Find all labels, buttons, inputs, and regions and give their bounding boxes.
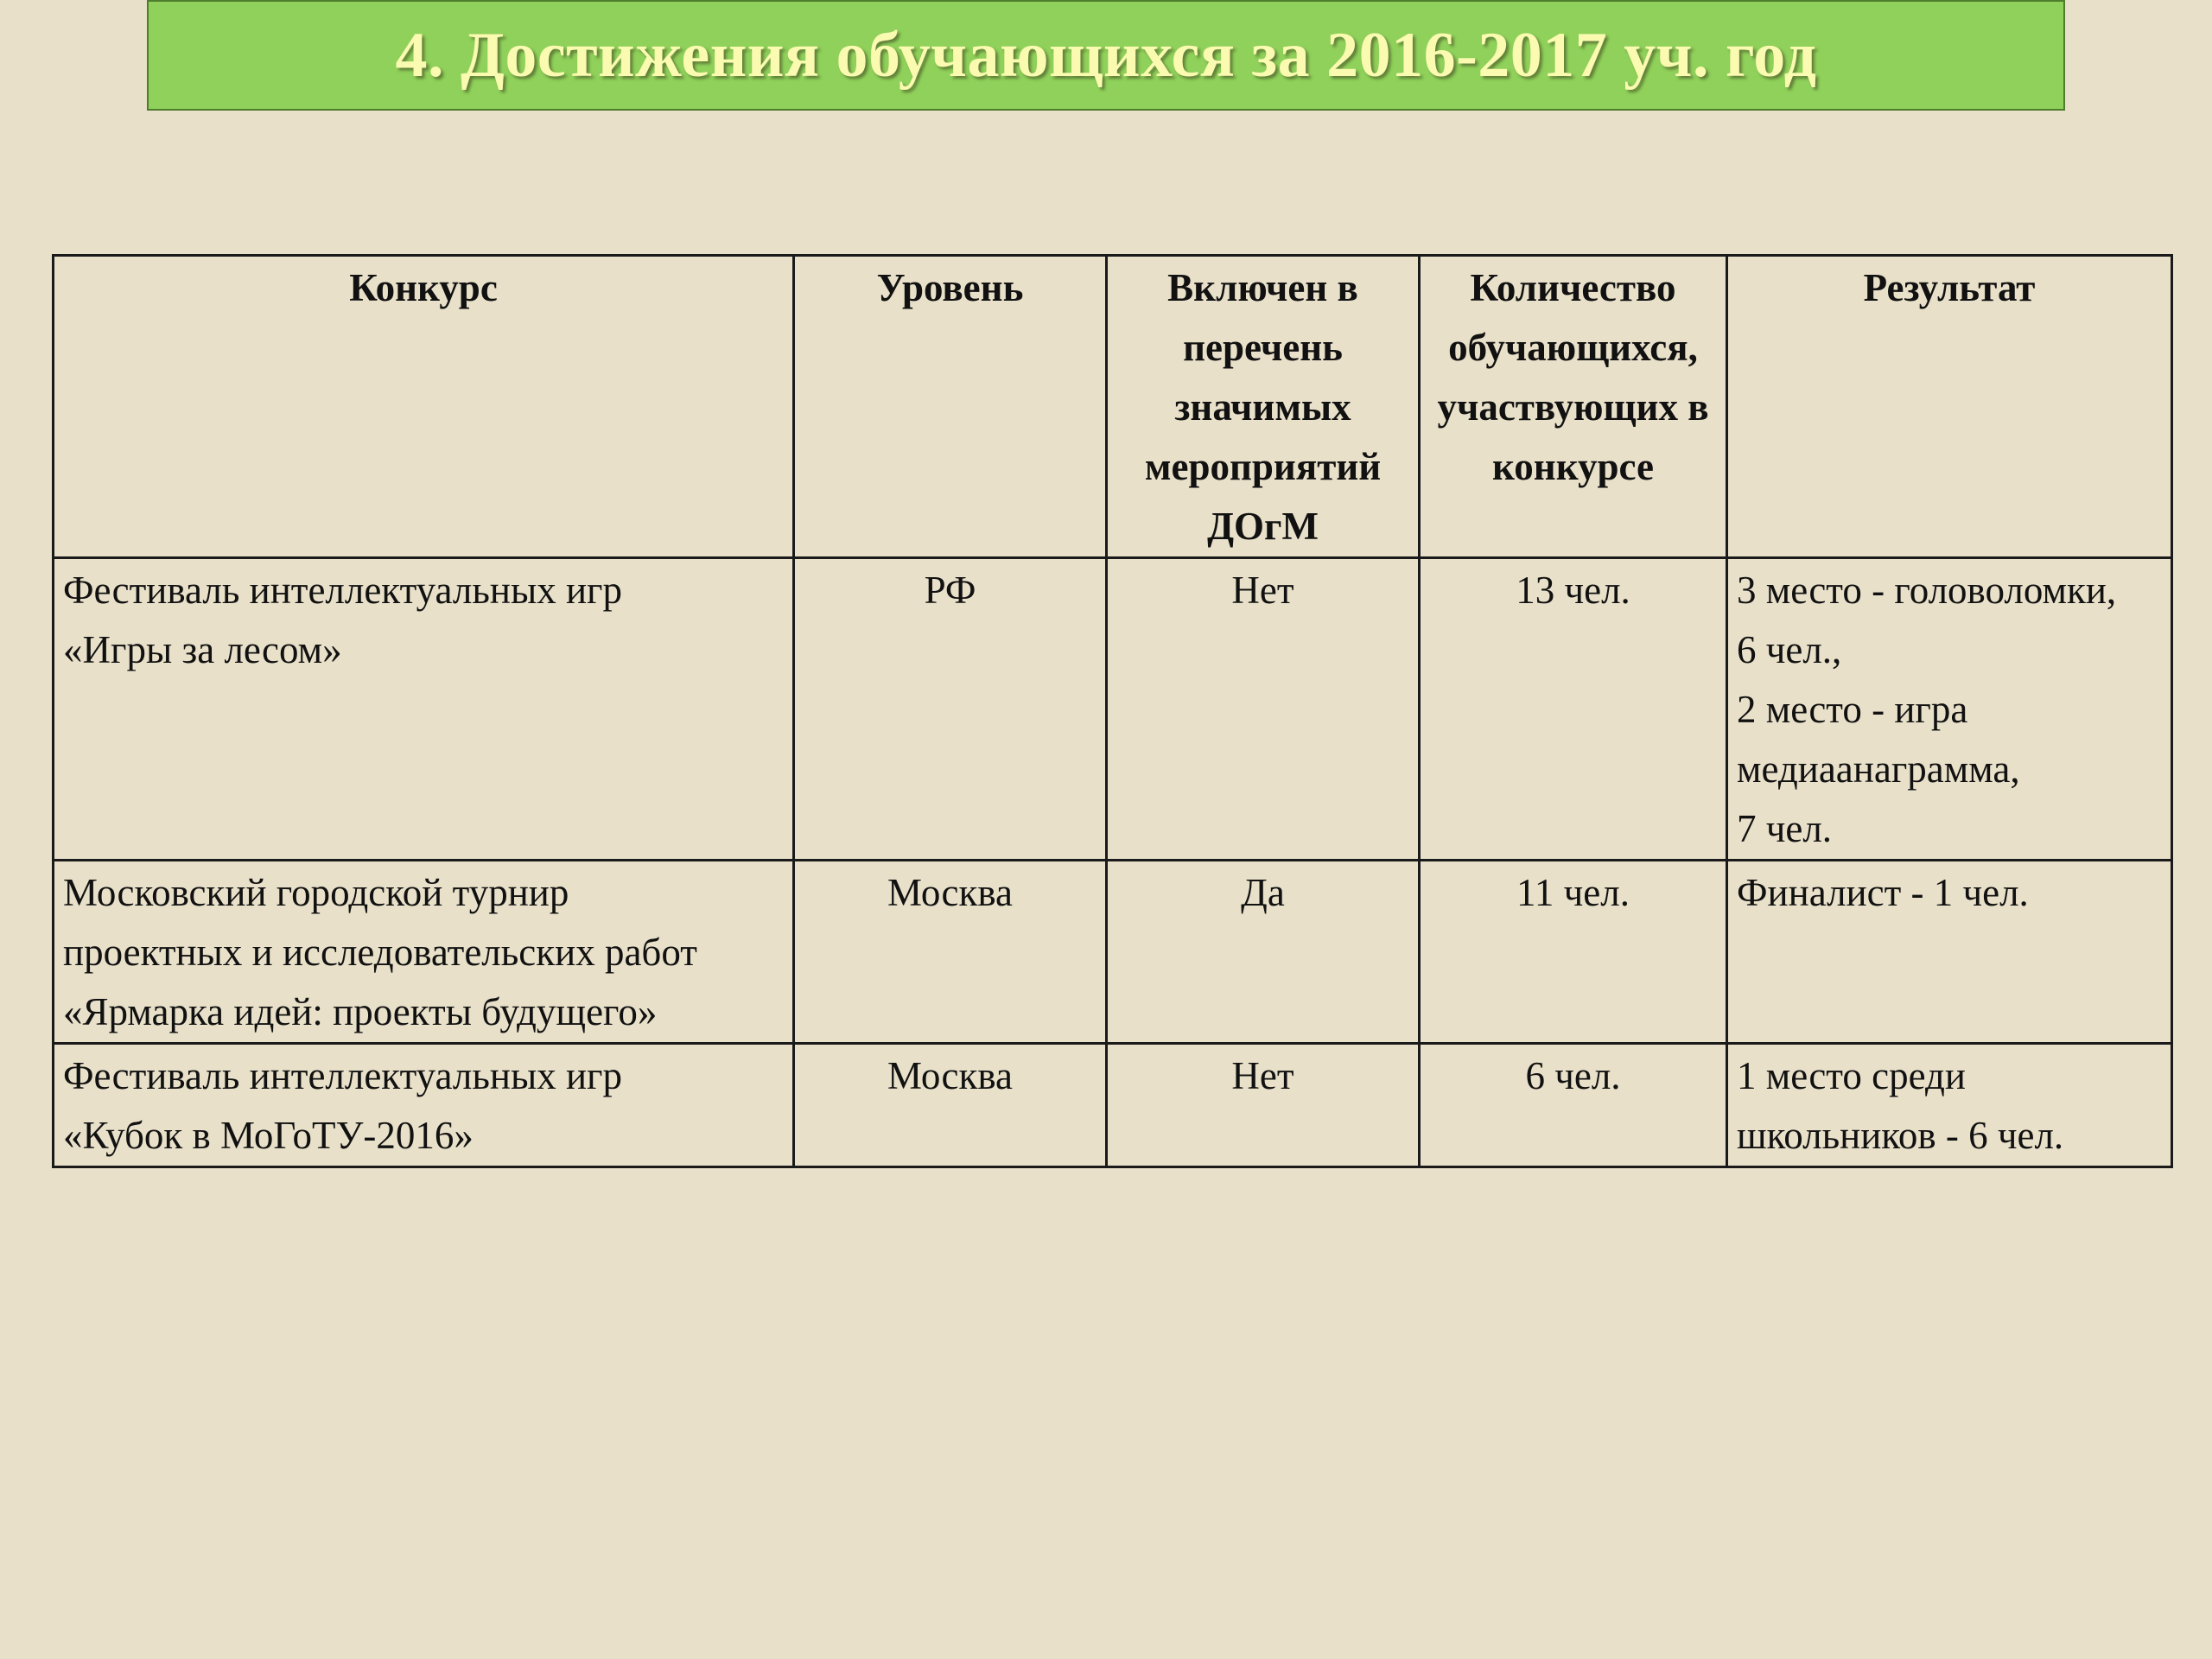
- cell-contest: [54, 1044, 794, 1167]
- header-level: Уровень: [794, 256, 1107, 558]
- cell-text: 1 место среди: [1737, 1054, 1966, 1097]
- table-row: [54, 861, 2172, 1044]
- cell-included: Нет: [1107, 558, 1420, 861]
- cell-included: Нет: [1107, 1044, 1420, 1167]
- achievements-table: [52, 254, 2173, 1168]
- cell-count: 13 чел.: [1420, 558, 1727, 861]
- cell-text: 2 место - игра: [1737, 688, 1968, 731]
- header-included: Включен в перечень значимых мероприятий ДОгМ: [1107, 256, 1420, 558]
- cell-contest: [54, 861, 794, 1044]
- cell-count: 6 чел.: [1420, 1044, 1727, 1167]
- cell-level: Москва: [794, 1044, 1107, 1167]
- cell-text: «Игры за лесом»: [63, 628, 342, 671]
- cell-result: [1727, 1044, 2172, 1167]
- cell-result: [1727, 558, 2172, 861]
- cell-result: [1727, 861, 2172, 1044]
- cell-text: медиаанаграмма,: [1737, 747, 2020, 791]
- cell-text: Финалист - 1 чел.: [1737, 871, 2029, 914]
- cell-level: Москва: [794, 861, 1107, 1044]
- cell-text: «Кубок в МоГоТУ-2016»: [63, 1114, 474, 1157]
- cell-text: проектных и исследовательских работ: [63, 931, 697, 974]
- title-banner: [147, 0, 2065, 111]
- cell-text: Московский городской турнир: [63, 871, 569, 914]
- cell-text: «Ярмарка идей: проекты будущего»: [63, 990, 658, 1033]
- cell-text: 3 место - головоломки,: [1737, 569, 2117, 612]
- cell-text: 7 чел.: [1737, 807, 1833, 850]
- cell-level: РФ: [794, 558, 1107, 861]
- table-header-row: [54, 256, 2172, 558]
- table-row: [54, 1044, 2172, 1167]
- cell-count: 11 чел.: [1420, 861, 1727, 1044]
- cell-included: Да: [1107, 861, 1420, 1044]
- cell-text: Фестиваль интеллектуальных игр: [63, 569, 623, 612]
- cell-text: школьников - 6 чел.: [1737, 1114, 2064, 1157]
- cell-text: Фестиваль интеллектуальных игр: [63, 1054, 623, 1097]
- cell-contest: [54, 558, 794, 861]
- header-count: Количество обучающихся, участвующих в конкурсе: [1420, 256, 1727, 558]
- header-result: Результат: [1727, 256, 2172, 558]
- page-title: 4. Достижения обучающихся за 2016-2017 уч. год: [395, 19, 1817, 91]
- cell-text: 6 чел.,: [1737, 628, 1842, 671]
- table-row: [54, 558, 2172, 861]
- header-contest: Конкурс: [54, 256, 794, 558]
